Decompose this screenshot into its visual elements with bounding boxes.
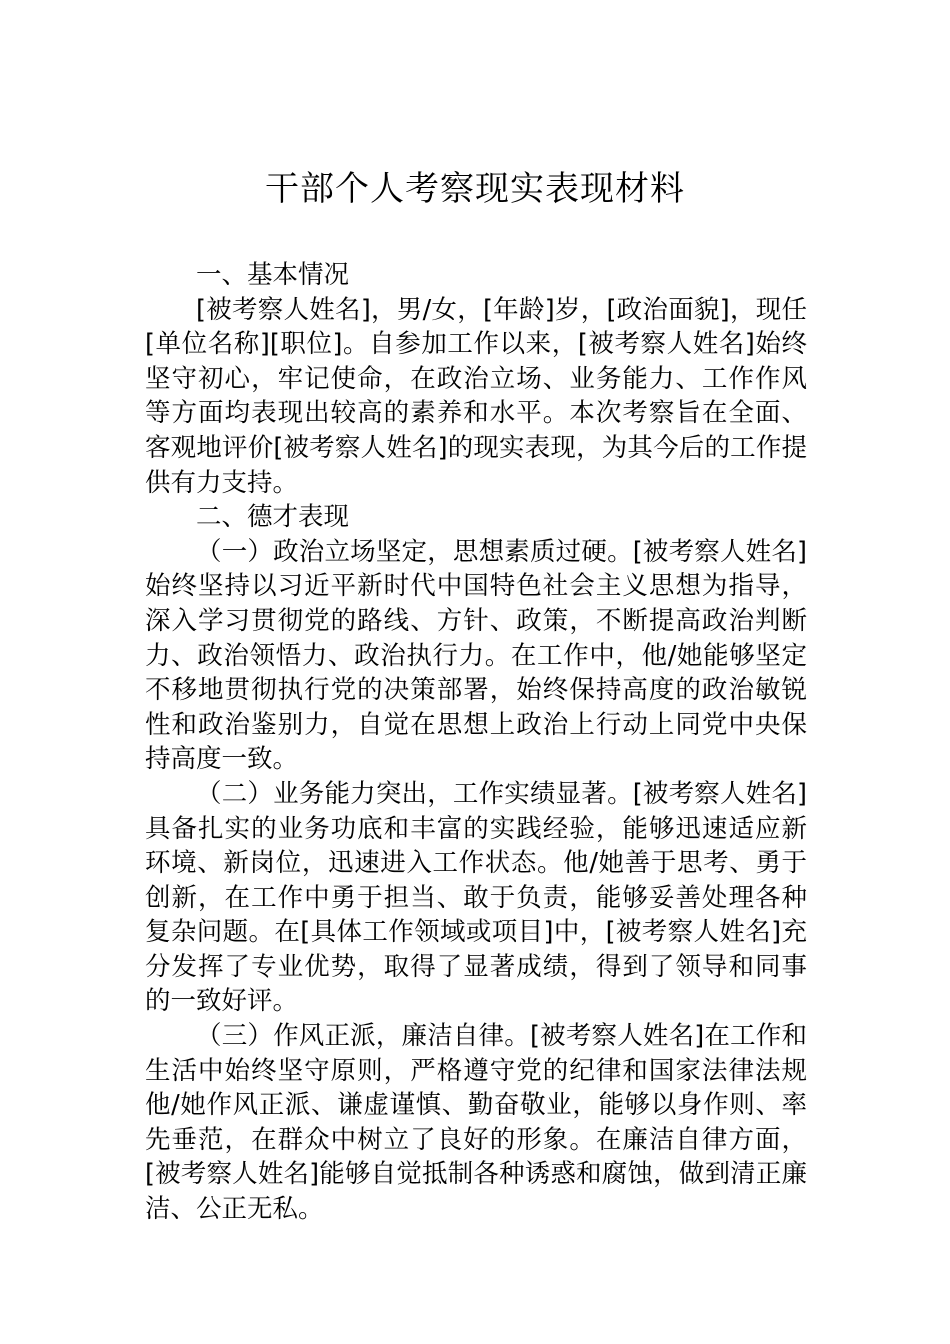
paragraph-basic-info: [被考察人姓名]，男/女，[年龄]岁，[政治面貌]，现任[单位名称][职位]。自参加工作以来，[被考察人姓名]始终坚守初心，牢记使命，在政治立场、业务能力、工作作风等方面均表现出较高的素养和水平。本次考察旨在全面、客观地评价[被考察人姓名]的现实表现，为其今后的工作提供有力支持。	[145, 294, 807, 498]
paragraph-professional-ability: （二）业务能力突出，工作实绩显著。[被考察人姓名]具备扎实的业务功底和丰富的实践经验，能够迅速适应新环境、新岗位，迅速进入工作状态。他/她善于思考、勇于创新，在工作中勇于担当、敢于负责，能够妥善处理各种复杂问题。在[具体工作领域或项目]中，[被考察人姓名]充分发挥了专业优势，取得了显著成绩，得到了领导和同事的一致好评。	[145, 778, 807, 1017]
paragraph-political-stance: （一）政治立场坚定，思想素质过硬。[被考察人姓名]始终坚持以习近平新时代中国特色社会主义思想为指导，深入学习贯彻党的路线、方针、政策，不断提高政治判断力、政治领悟力、政治执行力。在工作中，他/她能够坚定不移地贯彻执行党的决策部署，始终保持高度的政治敏锐性和政治鉴别力，自觉在思想上政治上行动上同党中央保持高度一致。	[145, 536, 807, 775]
document-body	[145, 258, 807, 1227]
section-heading-performance: 二、德才表现	[196, 502, 350, 533]
section-heading-basic-info: 一、基本情况	[196, 260, 350, 290]
document-title: 干部个人考察现实表现材料	[265, 169, 685, 209]
paragraph-work-style: （三）作风正派，廉洁自律。[被考察人姓名]在工作和生活中始终坚守原则，严格遵守党的纪律和国家法律法规他/她作风正派、谦虚谨慎、勤奋敬业，能够以身作则、率先垂范，在群众中树立了良好的形象。在廉洁自律方面，[被考察人姓名]能够自觉抵制各种诱惑和腐蚀，做到清正廉洁、公正无私。	[145, 1021, 807, 1225]
